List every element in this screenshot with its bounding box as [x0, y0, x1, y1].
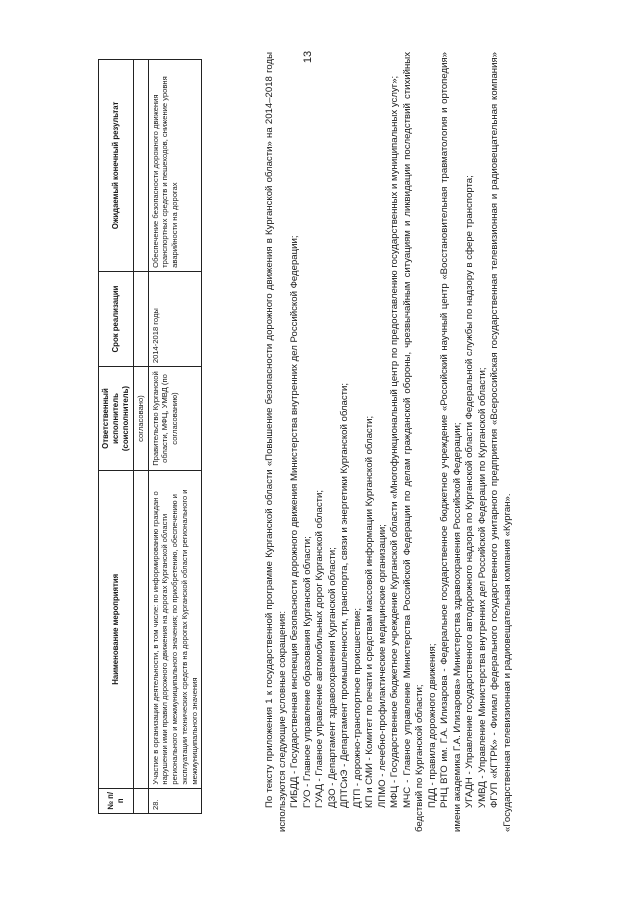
legend-item: РНЦ ВТО им. Г.А. Илизарова - Федеральное государственное бюджетное учреждение «Российский научный центр «Восстановительная травматология и ортопедия» имени академика Г.А. Илизарова» Министерства здравоохранения Российской Федерации;: [439, 52, 463, 832]
prev-result-cell: [133, 60, 148, 272]
header-num: № п/п: [99, 788, 134, 813]
legend-item: ДТП - дорожно-транспортное происшествие;: [351, 607, 363, 808]
legend-intro: По тексту приложения 1 к государственной программе Курганской области «Повышение безопасности дорожного движения в Курганской области» на 2014–2018 годы используются следующие условные сокращения:: [264, 52, 288, 832]
legend-item: ГУАД - Главное управление автомобильных дорог Курганской области;: [314, 489, 325, 808]
legend-item: ПДД - правила дорожного движения;: [426, 643, 438, 808]
prev-executor-cell: согласовано): [133, 367, 148, 471]
legend-item: ГУО - Главное управление образования Курганской области;: [301, 536, 313, 808]
measures-table: [98, 59, 202, 814]
header-term: Срок реализации: [99, 271, 134, 366]
row-result: Обеспечение безопасности дорожного движения транспортных средств и пешеходов, снижение уровня аварийности на дорогах: [148, 60, 202, 272]
legend-item: ДЗО - Департамент здравоохранения Курганской области;: [326, 547, 338, 808]
page-number: 13: [302, 50, 314, 64]
legend-item: ГИБДД - Государственная инспекция безопасности дорожного движения Министерства внутренних дел Российской Федерации;: [289, 235, 300, 808]
abbreviations-legend: [264, 52, 514, 832]
header-result: Ожидаемый конечный результат: [99, 60, 134, 272]
legend-item: УГАДН - Управление государственного автодорожного надзора по Курганской области Федеральной службы по надзору в сфере транспорта;: [464, 175, 475, 808]
header-name: Наименование мероприятия: [99, 470, 134, 788]
legend-item: ЛПМО - лечебно-профилактические медицинские организации;: [376, 524, 388, 808]
legend-item: МФЦ - Государственное бюджетное учреждение Курганской области «Многофункциональный центр по предоставлению государственных и муниципальных услуг»;: [389, 75, 400, 808]
legend-item: ДПТСиЭ - Департамент промышленности, транспорта, связи и энергетики Курганской области;: [339, 382, 350, 808]
table-header-row: [99, 60, 134, 814]
legend-item: КП и СМИ - Комитет по печати и средствам массовой информации Курганской области;: [364, 415, 375, 808]
legend-item: ФГУП «КГТРК» - Филиал федерального государственного унитарного предприятия «Всероссийская государственная телевизионная и радиовещательная компания» «Государственная телевизионная и радиовещательная компания «Курган».: [489, 52, 513, 832]
row-executor: Правительство Курганской области, МФЦ, УМВД (по согласованию): [148, 367, 202, 471]
prev-term-cell: [133, 271, 148, 366]
rotated-page: [20, 32, 620, 872]
legend-item: УМВД - Управление Министерства внутренних дел Российской Федерации по Курганской области;: [476, 367, 488, 808]
header-executor: Ответственный исполнитель (соисполнитель): [99, 367, 134, 471]
row-num: 28.: [148, 788, 202, 813]
table-row-28: [148, 60, 202, 814]
row-term: 2014-2018 годы: [148, 271, 202, 366]
prev-name-cell: [133, 470, 148, 788]
row-name: Участие в организации деятельности, в том числе: по информированию граждан о нарушении ими правил дорожного движения на дорогах Курганской области регионального и межмуниципального значения; по приобретению, обеспечению и эксплуатации технических средств на дорогах Курганской области регионального и межмуниципального значения: [148, 470, 202, 788]
table-row-continuation: [133, 60, 148, 814]
legend-item: МЧС - Главное управление Министерства Российской Федерации по делам гражданской обороны, чрезвычайным ситуациям и ликвидации последствий стихийных бедствий по Курганской области;: [401, 52, 425, 832]
prev-num-cell: [133, 788, 148, 813]
